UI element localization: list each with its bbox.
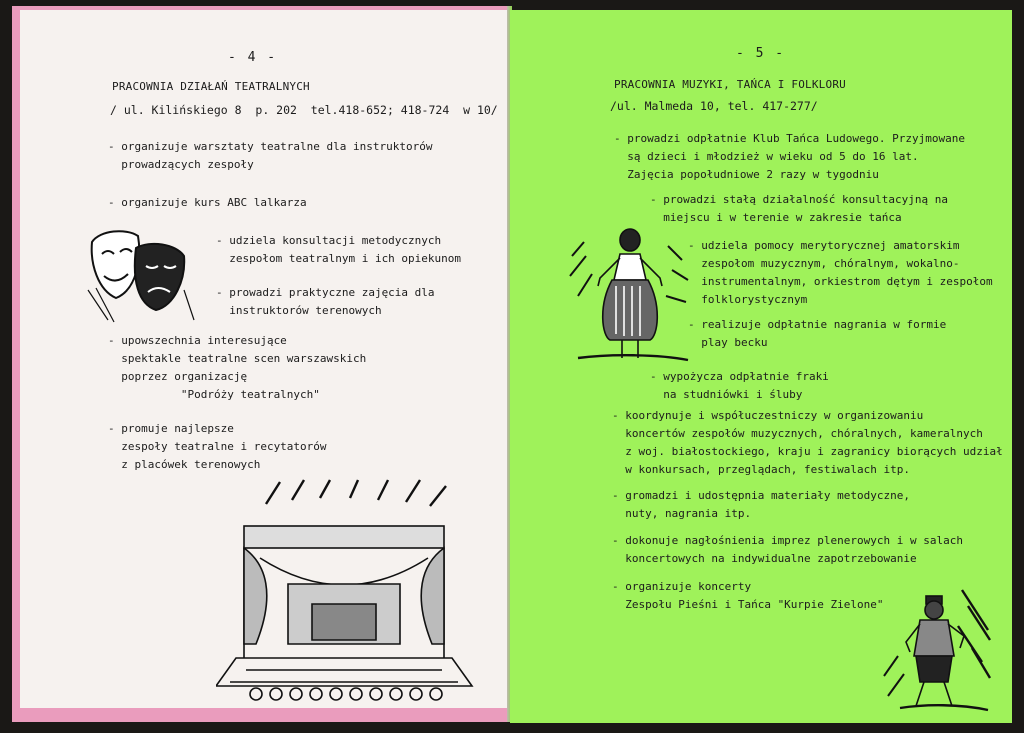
left-page-heading: PRACOWNIA DZIAŁAŃ TEATRALNYCH <box>112 80 310 93</box>
right-page <box>510 10 1012 723</box>
theatre-masks-icon <box>86 220 196 330</box>
theatre-stage-icon <box>216 474 480 702</box>
list-item: - udziela pomocy merytorycznej amatorskim zespołom muzycznym, chóralnym, wokalno- instrumentalnym, orkiestrom dętym i zespołom folklorystycznym <box>688 239 993 306</box>
folk-dancer-woman-icon <box>568 226 692 366</box>
left-page-cover-edge <box>12 6 512 722</box>
list-item: - realizuje odpłatnie nagrania w formie play becku <box>688 318 947 349</box>
list-item: - organizuje koncerty Zespołu Pieśni i Tańca "Kurpie Zielone" <box>612 580 884 611</box>
list-item: - gromadzi i udostępnia materiały metodyczne, nuty, nagrania itp. <box>612 489 911 520</box>
right-page-heading: PRACOWNIA MUZYKI, TAŃCA I FOLKLORU <box>614 78 846 91</box>
page-number-left: - 4 - <box>228 50 278 65</box>
list-item: - dokonuje nagłośnienia imprez plenerowych i w salach koncertowych na indywidualne zapotrzebowanie <box>612 534 963 565</box>
list-item: - wypożycza odpłatnie fraki na studniówki i śluby <box>650 370 829 401</box>
page-number-right: - 5 - <box>736 46 786 61</box>
list-item: - udziela konsultacji metodycznych zespołom teatralnym i ich opiekunom <box>216 234 462 265</box>
list-item: - organizuje warsztaty teatralne dla instruktorów prowadzących zespoły <box>108 140 433 171</box>
list-item: - prowadzi stałą działalność konsultacyjną na miejscu i w terenie w zakresie tańca <box>650 193 949 224</box>
list-item: - promuje najlepsze zespoły teatralne i recytatorów z placówek terenowych <box>108 422 327 471</box>
folk-dancer-man-icon <box>880 586 996 714</box>
left-page-address: / ul. Kilińskiego 8 p. 202 tel.418-652; 418-724 w 10/ <box>110 103 498 117</box>
list-item: - organizuje kurs ABC lalkarza <box>108 196 307 209</box>
list-item: - koordynuje i współuczestniczy w organizowaniu koncertów zespołów muzycznych, chóralnych, kameralnych z woj. białostockiego, kraju i zagranicy biorących udział w konkursach, przeglądach, festiwalach itp. <box>612 409 1003 476</box>
right-page-address: /ul. Malmeda 10, tel. 417-277/ <box>610 99 818 113</box>
list-item: - upowszechnia interesujące spektakle teatralne scen warszawskich poprzez organizację "Podróży teatralnych" <box>108 334 367 401</box>
list-item: - prowadzi odpłatnie Klub Tańca Ludowego. Przyjmowane są dzieci i młodzież w wieku od 5 do 16 lat. Zajęcia popołudniowe 2 razy w tygodniu <box>614 132 965 181</box>
list-item: - prowadzi praktyczne zajęcia dla instruktorów terenowych <box>216 286 435 317</box>
left-page <box>20 10 510 708</box>
